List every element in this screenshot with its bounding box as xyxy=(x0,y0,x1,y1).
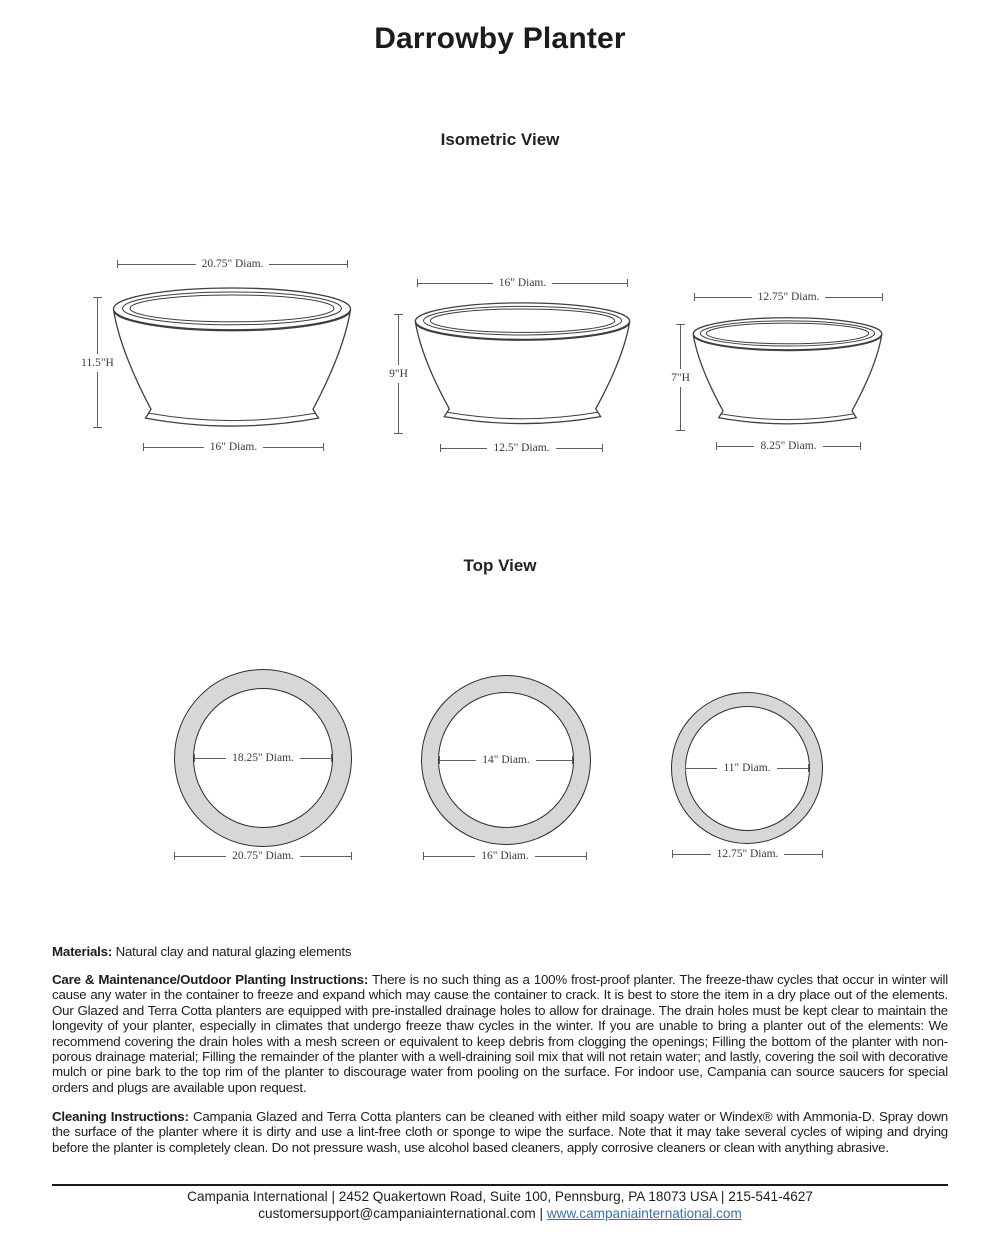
circle3-inner-diameter-dim xyxy=(685,762,809,774)
seg xyxy=(695,297,752,298)
planter2-top-diameter-dim xyxy=(417,277,628,289)
materials-paragraph xyxy=(52,944,948,959)
dim-label: 20.75" Diam. xyxy=(201,258,264,270)
tick xyxy=(860,442,861,450)
circle2-inner-diameter-dim xyxy=(439,754,573,766)
seg xyxy=(175,856,226,857)
footer-separator: | xyxy=(539,1206,544,1221)
tick xyxy=(586,852,587,860)
care-label: Care & Maintenance/Outdoor Planting Instructions: xyxy=(52,972,369,987)
tick xyxy=(808,764,809,772)
page-title: Darrowby Planter xyxy=(374,22,626,55)
planter2-drawing xyxy=(414,302,631,434)
tick xyxy=(351,852,352,860)
seg xyxy=(300,856,351,857)
planter3-drawing xyxy=(692,317,883,433)
dim-label: 20.75" Diam. xyxy=(232,850,294,862)
seg xyxy=(440,760,476,761)
cleaning-text: Campania Glazed and Terra Cotta planters can be cleaned with either mild soapy water or Windex® with Ammonia-D. Spray down the surface of the planter where it is dirty and use a lint-free cloth or sponge to wipe the surface. Note that it may take several cycles of wiping and drying before the planter is completely clean. Do not pressure wash, use alcohol based cleaners, apply corrosive cleaners or clean with anything abrasive. xyxy=(52,1109,949,1155)
planter1-top-diameter-dim xyxy=(117,258,348,270)
dim-label: 12.75" Diam. xyxy=(716,848,779,860)
footer-contact xyxy=(0,1206,1000,1221)
dim-label: 12.5" Diam. xyxy=(493,442,550,454)
seg xyxy=(686,768,717,769)
seg xyxy=(418,283,493,284)
care-text: There is no such thing as a 100% frost-proof planter. The freeze-thaw cycles that occur in winter will cause any water in the container to freeze and expand which may cause the container to crack. It is best to store the item in a dry place out of the elements. Our Glazed and Terra Cotta planters are equipped with pre-installed drainage holes to allow for drainage. The drain holes must be kept clear to maintain the longevity of your planter, especially in climates that undergo freeze thaw cycles in the winter. If you are unable to bring a planter out of the elements: We recommend covering the drain holes with a mesh screen or equivalent to keep debris from clogging the openings; Filling the bottom of the planter with non-porous drainage material; Filling the remainder of the planter with a well-draining soil mix that will not retain water; and lastly, covering the soil with decorative mulch or pine bark to the top rim of the planter to discourage water from pooling on the surface. For indoor use, Campania can source saucers for special orders and plugs are available upon request. xyxy=(52,972,948,1095)
seg xyxy=(556,448,602,449)
seg xyxy=(195,758,226,759)
seg xyxy=(825,297,882,298)
planter2-height-dim xyxy=(389,314,408,434)
topview-circle2 xyxy=(421,675,591,845)
materials-text: Natural clay and natural glazing elements xyxy=(115,944,352,959)
footer-address: Campania International | 2452 Quakertown Road, Suite 100, Pennsburg, PA 18073 USA | 215-541-4627 xyxy=(187,1189,813,1204)
seg xyxy=(777,768,808,769)
seg xyxy=(269,264,347,265)
materials-label: Materials: xyxy=(52,944,113,959)
planter1-height-dim xyxy=(81,297,114,428)
planter3-bottom-diameter-dim xyxy=(716,440,861,452)
circle2-outer-diameter-dim xyxy=(423,850,587,862)
footer-divider xyxy=(52,1184,948,1186)
seg xyxy=(535,856,586,857)
dim-label: 16" Diam. xyxy=(209,441,258,453)
tick xyxy=(822,850,823,858)
planter1-bottom-diameter-dim xyxy=(143,441,324,453)
seg xyxy=(784,854,822,855)
topview-circle3 xyxy=(671,692,823,844)
seg xyxy=(823,446,860,447)
dim-label: 11" Diam. xyxy=(723,762,771,774)
cleaning-paragraph xyxy=(52,1109,948,1155)
tick xyxy=(331,754,332,762)
dim-label: 16" Diam. xyxy=(498,277,547,289)
dim-label: 14" Diam. xyxy=(482,754,530,766)
seg xyxy=(424,856,475,857)
planter2-bottom-diameter-dim xyxy=(440,442,603,454)
care-paragraph xyxy=(52,972,948,1095)
tick xyxy=(602,444,603,452)
dim-label: 8.25" Diam. xyxy=(760,440,817,452)
footer-email: customersupport@campaniainternational.com xyxy=(258,1206,536,1221)
planter3-height-dim xyxy=(671,324,690,431)
topview-circle1 xyxy=(174,669,352,847)
circle1-inner-diameter-dim xyxy=(194,752,332,764)
seg xyxy=(673,854,711,855)
dim-label: 9"H xyxy=(388,365,409,383)
isometric-view-heading: Isometric View xyxy=(440,130,560,149)
seg xyxy=(144,447,204,448)
footer-website-link[interactable]: www.campaniainternational.com xyxy=(546,1206,742,1221)
planter1-drawing xyxy=(112,287,352,438)
tick xyxy=(572,756,573,764)
dim-label: 7"H xyxy=(670,369,691,387)
dim-label: 18.25" Diam. xyxy=(232,752,294,764)
seg xyxy=(118,264,196,265)
circle3-outer-diameter-dim xyxy=(672,848,823,860)
seg xyxy=(300,758,331,759)
tick xyxy=(882,293,883,301)
tick xyxy=(627,279,628,287)
seg xyxy=(717,446,754,447)
seg xyxy=(263,447,323,448)
cleaning-label: Cleaning Instructions: xyxy=(52,1109,189,1124)
planter3-top-diameter-dim xyxy=(694,291,883,303)
dim-label: 11.5"H xyxy=(80,354,115,372)
seg xyxy=(552,283,627,284)
dim-label: 16" Diam. xyxy=(481,850,529,862)
top-view-heading: Top View xyxy=(463,556,537,575)
seg xyxy=(536,760,572,761)
tick xyxy=(347,260,348,268)
circle1-outer-diameter-dim xyxy=(174,850,352,862)
dim-label: 12.75" Diam. xyxy=(757,291,820,303)
tick xyxy=(323,443,324,451)
seg xyxy=(441,448,487,449)
